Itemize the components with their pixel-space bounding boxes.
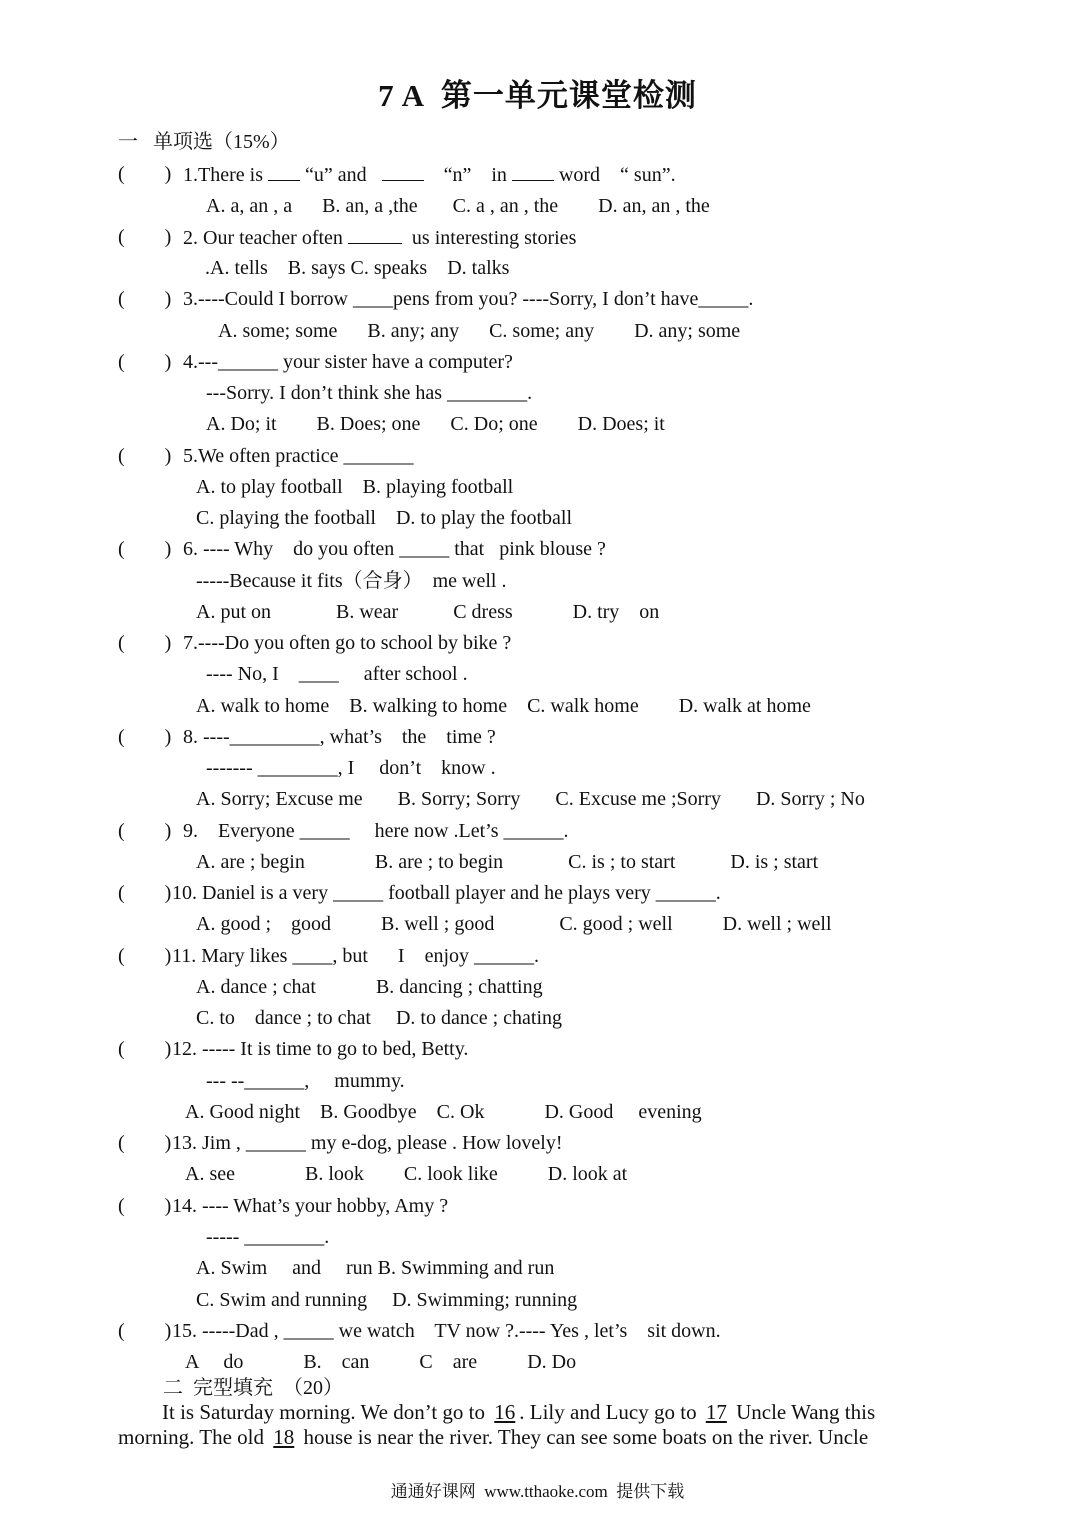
q9-answer-paren[interactable]: ( ) <box>118 820 172 842</box>
q15-options: A do B. can C are D. Do <box>185 1351 577 1373</box>
page-title: 7 A 第一单元课堂检测 <box>378 78 697 113</box>
q3-options: A. some; some B. any; any C. some; any D. any; some <box>218 320 741 342</box>
cloze-blank-17[interactable]: 17 <box>705 1400 727 1424</box>
q8-options: A. Sorry; Excuse me B. Sorry; Sorry C. Excuse me ;Sorry D. Sorry ; No <box>196 788 865 810</box>
q4-options: A. Do; it B. Does; one C. Do; one D. Does; it <box>206 413 665 435</box>
q9-options: A. are ; begin B. are ; to begin C. is ; to start D. is ; start <box>196 851 819 873</box>
q5-options-row1: A. to play football B. playing football <box>196 476 514 498</box>
q11-options-row1: A. dance ; chat B. dancing ; chatting <box>196 976 543 998</box>
q7-response: ---- No, I ____ after school . <box>206 663 468 685</box>
q7-answer-paren[interactable]: ( ) <box>118 632 172 654</box>
cloze-passage-line2: morning. The old 18 house is near the river. They can see some boats on the river. Uncle <box>118 1425 869 1449</box>
q4-question: 4.---______ your sister have a computer? <box>183 351 513 373</box>
q1-answer-paren[interactable]: ( ) <box>118 163 172 185</box>
q7-question: 7.----Do you often go to school by bike ? <box>183 632 512 654</box>
q14-question: 14. ---- What’s your hobby, Amy ? <box>172 1195 449 1217</box>
q1-question: 1.There is “u” and “n” in word “ sun”. <box>183 164 676 186</box>
q12-response: --- --______, mummy. <box>206 1070 405 1092</box>
q8-response: ------- ________, I don’t know . <box>206 757 496 779</box>
footer-source: 通通好课网 www.tthaoke.com 提供下载 <box>390 1482 685 1501</box>
q4-response: ---Sorry. I don’t think she has ________. <box>206 382 533 404</box>
q6-answer-paren[interactable]: ( ) <box>118 538 172 560</box>
q13-question: 13. Jim , ______ my e-dog, please . How lovely! <box>172 1132 563 1154</box>
q6-options: A. put on B. wear C dress D. try on <box>196 601 660 623</box>
q6-response: -----Because it fits（合身） me well . <box>196 570 507 592</box>
q2-question: 2. Our teacher often us interesting stories <box>183 227 577 249</box>
q14-response: ----- ________. <box>206 1226 330 1248</box>
q15-answer-paren[interactable]: ( ) <box>118 1320 172 1342</box>
q11-options-row2: C. to dance ; to chat D. to dance ; chating <box>196 1007 563 1029</box>
q2-answer-paren[interactable]: ( ) <box>118 226 172 248</box>
q10-answer-paren[interactable]: ( ) <box>118 882 172 904</box>
q3-answer-paren[interactable]: ( ) <box>118 288 172 310</box>
cloze-blank-16[interactable]: 16 <box>494 1400 516 1424</box>
q15-question: 15. -----Dad , _____ we watch TV now ?.---- Yes , let’s sit down. <box>172 1320 721 1342</box>
q8-answer-paren[interactable]: ( ) <box>118 726 172 748</box>
q3-question: 3.----Could I borrow ____pens from you? ----Sorry, I don’t have_____. <box>183 288 754 310</box>
q14-answer-paren[interactable]: ( ) <box>118 1195 172 1217</box>
q5-question: 5.We often practice _______ <box>183 445 414 467</box>
q1-options: A. a, an , a B. an, a ,the C. a , an , the D. an, an , the <box>206 195 710 217</box>
q13-options: A. see B. look C. look like D. look at <box>185 1163 628 1185</box>
q11-question: 11. Mary likes ____, but I enjoy ______. <box>172 945 540 967</box>
q9-question: 9. Everyone _____ here now .Let’s ______. <box>183 820 569 842</box>
q14-options-row2: C. Swim and running D. Swimming; running <box>196 1289 578 1311</box>
cloze-passage: It is Saturday morning. We don’t go to 16 . Lily and Lucy go to 17 Uncle Wang this <box>162 1400 876 1424</box>
q10-options: A. good ; good B. well ; good C. good ; well D. well ; well <box>196 913 832 935</box>
q12-question: 12. ----- It is time to go to bed, Betty. <box>172 1038 469 1060</box>
q5-options-row2: C. playing the football D. to play the football <box>196 507 573 529</box>
q2-options: .A. tells B. says C. speaks D. talks <box>205 257 510 279</box>
q11-answer-paren[interactable]: ( ) <box>118 945 172 967</box>
q8-question: 8. ----_________, what’s the time ? <box>183 726 496 748</box>
q13-answer-paren[interactable]: ( ) <box>118 1132 172 1154</box>
section1-heading: 一 单项选（15%） <box>118 131 290 153</box>
q7-options: A. walk to home B. walking to home C. walk home D. walk at home <box>196 695 811 717</box>
q4-answer-paren[interactable]: ( ) <box>118 351 172 373</box>
q12-options: A. Good night B. Goodbye C. Ok D. Good evening <box>185 1101 702 1123</box>
q14-options-row1: A. Swim and run B. Swimming and run <box>196 1257 555 1279</box>
q10-question: 10. Daniel is a very _____ football player and he plays very ______. <box>172 882 721 904</box>
cloze-blank-18[interactable]: 18 <box>273 1425 295 1449</box>
q6-question: 6. ---- Why do you often _____ that pink blouse ? <box>183 538 606 560</box>
q5-answer-paren[interactable]: ( ) <box>118 445 172 467</box>
section2-heading: 二 完型填充 （20） <box>163 1377 343 1399</box>
q12-answer-paren[interactable]: ( ) <box>118 1038 172 1060</box>
